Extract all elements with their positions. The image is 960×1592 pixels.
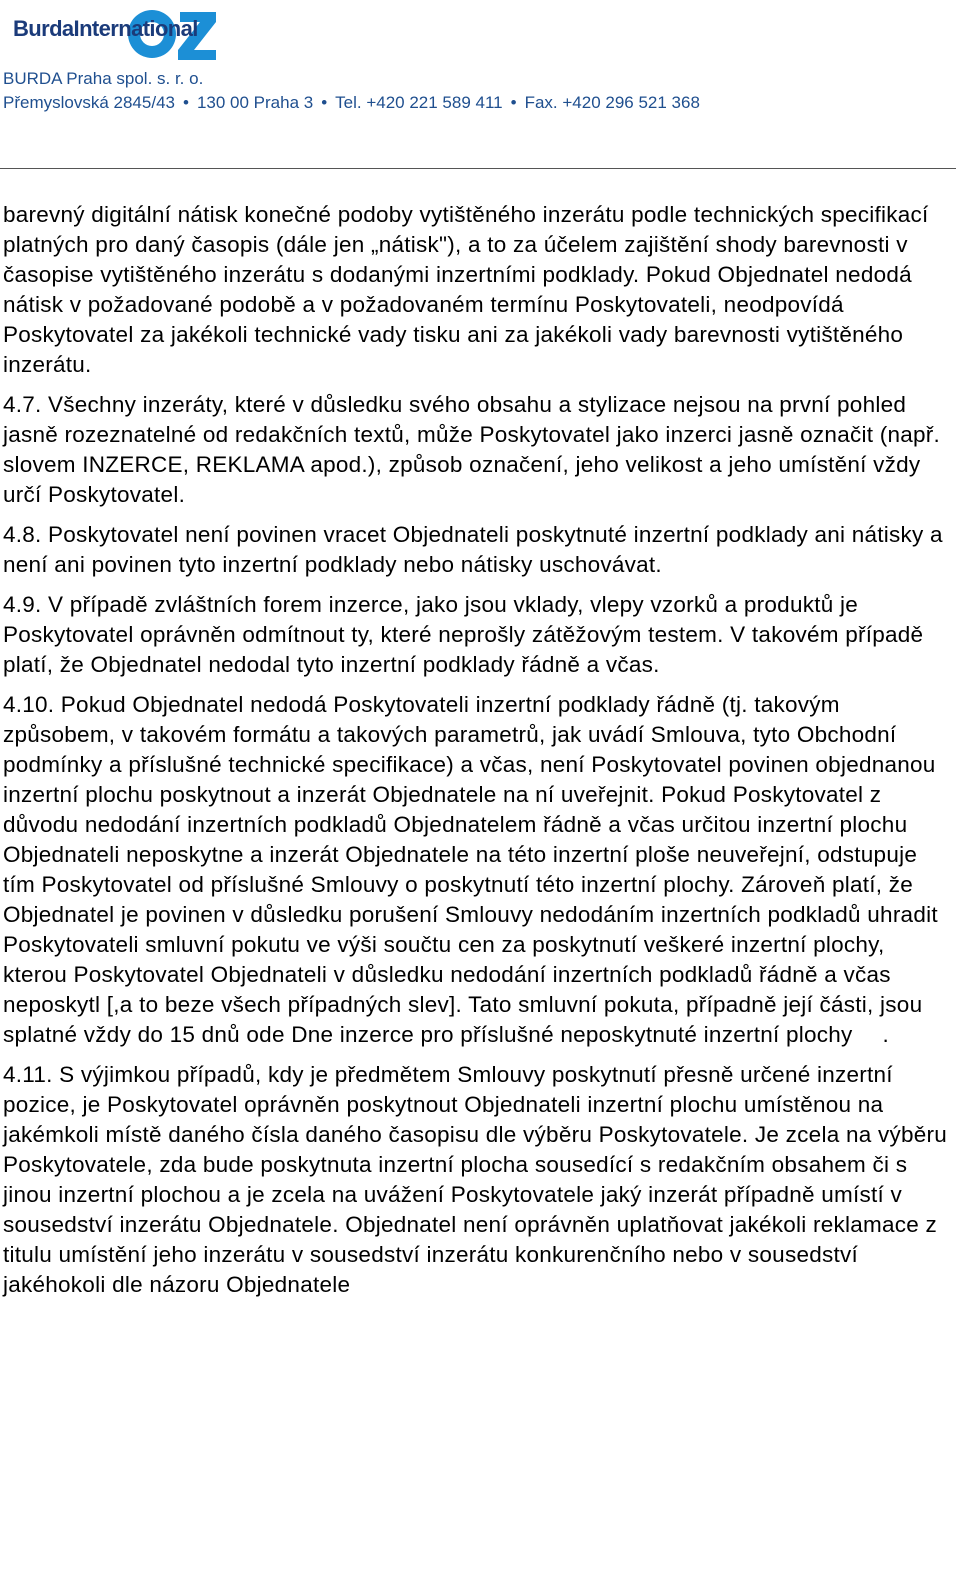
separator-dot: •: [321, 93, 328, 112]
address-phone: Tel. +420 221 589 411: [335, 93, 503, 112]
paragraph-4-7: 4.7. Všechny inzeráty, které v důsledku svého obsahu a stylizace nejsou na první pohled jasně rozeznatelné od redakčních textů, může Poskytovatel jako inzerci jasně označit (např. slovem INZERCE, REKLAMA apod.), způsob označení, jeho velikost a jeho umístění vždy určí Poskytovatel.: [3, 392, 940, 507]
company-name: BURDA Praha spol. s. r. o.: [3, 69, 204, 88]
letterhead: [0, 0, 960, 172]
company-address: [3, 92, 700, 114]
paragraph-4-10: [3, 690, 953, 1050]
paragraph-4-9: 4.9. V případě zvláštních forem inzerce, jako jsou vklady, vlepy vzorků a produktů je Poskytovatel oprávněn odmítnout ty, které neprošly zátěžovým testem. V takovém případě platí, že Objednatel nedodal tyto inzertní podklady řádně a včas.: [3, 592, 924, 677]
header-divider: [0, 168, 956, 169]
paragraph-4-8: 4.8. Poskytovatel není povinen vracet Objednateli poskytnuté inzertní podklady ani nátisky a není ani povinen tyto inzertní podklady nebo nátisky uschovávat.: [3, 522, 943, 577]
document-body: [3, 200, 953, 1300]
address-fax: Fax. +420 296 521 368: [524, 93, 700, 112]
paragraph-4-10-text: 4.10. Pokud Objednatel nedodá Poskytovateli inzertní podklady řádně (tj. takovým způsobem, v takovém formátu a takových parametrů, jak uvádí Smlouva, tyto Obchodní podmínky a příslušné technické specifikace) a včas, není Poskytovatel povinen objednanou inzertní plochu poskytnout a inzerát Objednatele na ní uveřejnit. Pokud Poskytovatel z důvodu nedodání inzertních podkladů Objednatelem řádně a včas určitou inzertní plochu Objednateli neposkytne a inzerát Objednatele na této inzertní ploše neuveřejní, odstupuje tím Poskytovatel od příslušné Smlouvy o poskytnutí této inzertní plochy. Zároveň platí, že Objednatel je povinen v důsledku porušení Smlouvy nedodáním inzertních podkladů uhradit Poskytovateli smluvní pokutu ve výši součtu cen za poskytnutí veškeré inzertní plochy, kterou Poskytovatel Objednateli v důsledku nedodání inzertních podkladů řádně a včas neposkytl [,a to beze všech případných slev]. Tato smluvní pokuta, případně její části, jsou splatné vždy do 15 dnů ode Dne inzerce pro příslušné neposkytnuté inzertní plochy: [3, 692, 938, 1047]
separator-dot: •: [182, 93, 189, 112]
burda-international-logo: [13, 6, 213, 62]
paragraph-4-10-period: .: [882, 1022, 890, 1047]
logo-wordmark: BurdaInternational: [13, 16, 198, 41]
address-city: 130 00 Praha 3: [196, 93, 314, 112]
paragraph-4-11: 4.11. S výjimkou případů, kdy je předmětem Smlouvy poskytnutí přesně určené inzertní pozice, je Poskytovatel oprávněn poskytnout Objednateli inzertní plochu umístěnou na jakémkoli místě daného čísla daného časopisu dle výběru Poskytovatele. Je zcela na výběru Poskytovatele, zda bude poskytnuta inzertní plocha sousedící s redakčním obsahem či s jinou inzertní plochou a je zcela na uvážení Poskytovatele jaký inzerát případně umístí v sousedství inzerátu Objednatele. Objednatel není oprávněn uplatňovat jakékoli reklamace z titulu umístění jeho inzerátu v sousedství inzerátu konkurenčního nebo v sousedství jakéhokoli dle názoru Objednatele: [3, 1062, 948, 1297]
address-street: Přemyslovská 2845/43: [3, 93, 175, 112]
paragraph-colored-proof: barevný digitální nátisk konečné podoby vytištěného inzerátu podle technických specifikací platných pro daný časopis (dále jen „nátisk"), a to za účelem zajištění shody barevnosti v časopise vytištěného inzerátu s dodanými inzertními podklady. Pokud Objednatel nedodá nátisk v požadované podobě a v požadovaném termínu Poskytovateli, neodpovídá Poskytovatel za jakékoli technické vady tisku ani za jakékoli vady barevnosti vytištěného inzerátu.: [3, 202, 929, 377]
separator-dot: •: [510, 93, 517, 112]
